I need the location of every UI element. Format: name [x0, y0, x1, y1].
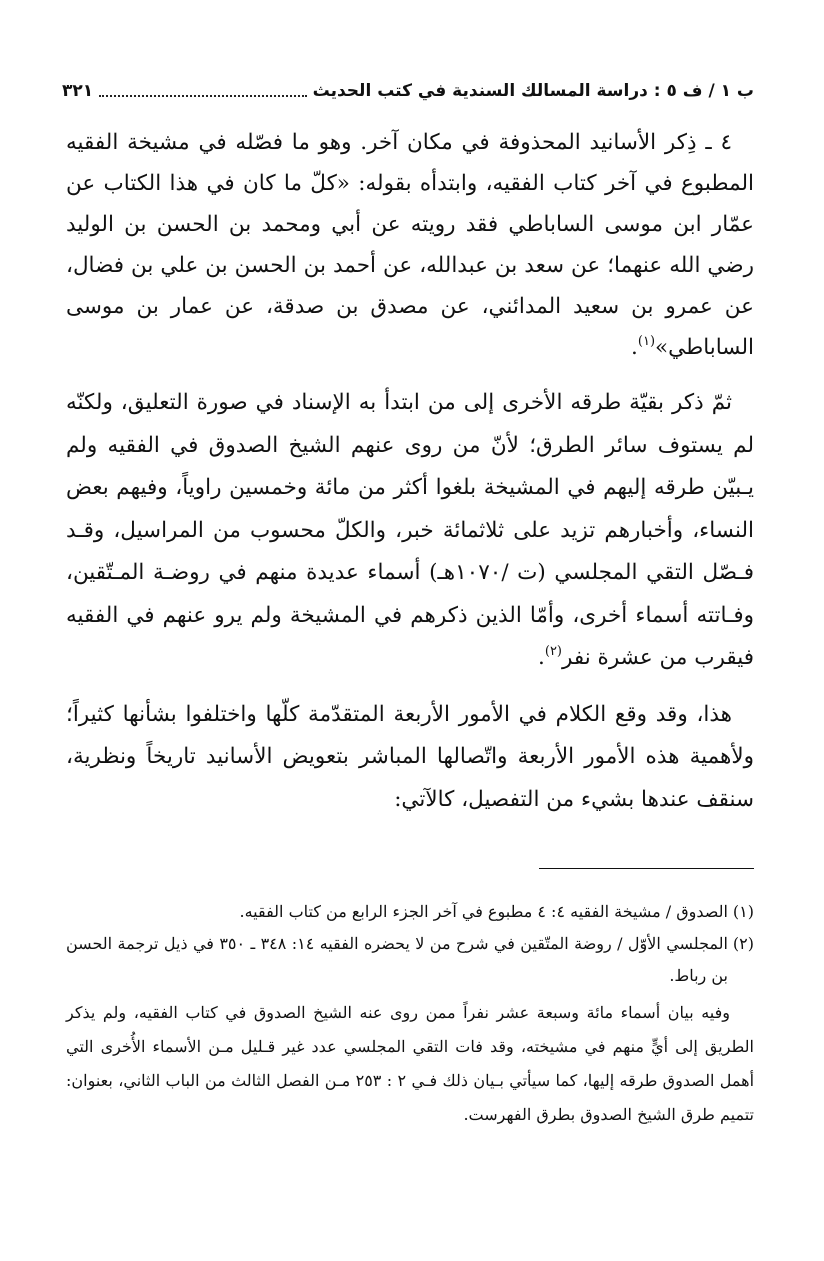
- paragraph-3: هذا، وقد وقع الكلام في الأمور الأربعة المتقدّمة كلّها واختلفوا بشأنها كثيراً؛ ولأهمية هذه الأمور الأربعة واتّصالها المباشر بتعويض الأسانيد تاريخاً ونظرية، سنقف عندها بشيء من التفصيل، كالآتي:: [66, 701, 754, 812]
- header-dot-leader: [99, 95, 306, 97]
- footnote-2-number: (٢): [732, 934, 755, 953]
- footnote-ref-1: (١): [637, 334, 656, 349]
- running-header: [62, 76, 754, 106]
- footnote-1-number: (١): [732, 902, 754, 921]
- footnote-separator: [539, 868, 754, 869]
- footnotes: [66, 896, 754, 1132]
- footnote-2-text: المجلسي الأوّل / روضة المتّقين في شرح من لا يحضره الفقيه ١٤: ٣٤٨ ـ ٣٥٠ في ذيل ترجمة الحسن بن رباط.: [66, 934, 729, 985]
- footnote-ref-2: (٢): [544, 644, 562, 659]
- paragraph-2-text: ثمّ ذكر بقيّة طرقه الأخرى إلى من ابتدأ به الإسناد في صورة التعليق، ولكنّه لم يستوف سائر الطرق؛ لأنّ من روى عنهم الشيخ الصدوق في الفقيه ولم يـبيّن طرقه إليهم في المشيخة بلغوا أكثر من مائة وخمسين راوياً، وفيهم بعض النساء، وأخبارهم تزيد على ثلاثمائة خبر، والكلّ محسوب من المراسيل، وقـد فـصّل التقي المجلسي (ت /١٠٧٠هـ) أسماء عديدة منهم في روضـة المـتّقين، وفـاتته أسماء أخرى، وأمّا الذين ذكرهم في المشيخة ولم يرو عنهم في الفقيه فيقرب من عشرة نفر: [66, 390, 754, 670]
- footnote-1-text: الصدوق / مشيخة الفقيه ٤: ٤ مطبوع في آخر الجزء الرابع من كتاب الفقيه.: [239, 902, 728, 921]
- footnote-2-continuation: وفيه بيان أسماء مائة وسبعة عشر نفراً ممن روى عنه الشيخ الصدوق في كتاب الفقيه، ولم يذكر الطريق إلى أيٍّ منهم في مشيخته، وقد فات التقي المجلسي عدد غير قـليل مـن الأسماء الأُخرى التي أهمل الصدوق طرقه إليها، كما سيأتي بـيان ذلك فـي ٢ : ٢٥٣ مـن الفصل الثالث من الباب الثاني، بعنوان: تتميم طرق الشيخ الصدوق بطرق الفهرست.: [66, 1003, 755, 1124]
- paragraph-2-end: .: [538, 645, 545, 670]
- header-title: ب ١ / ف ٥ : دراسة المسالك السندية في كتب الحديث: [312, 81, 754, 101]
- paragraph-1-end: .: [631, 335, 638, 360]
- page-number: ٣٢١: [62, 81, 94, 101]
- paragraph-1-text: ٤ ـ ذِكر الأسانيد المحذوفة في مكان آخر. وهو ما فصّله في مشيخة الفقيه المطبوع في آخر كتاب الفقيه، وابتدأه بقوله: «كلّ ما كان في هذا الكتاب عن عمّار ابن موسى الساباطي فقد رويته عن أبي ومحمد بن الحسن بن الوليد رضي الله عنهما؛ عن سعد بن عبدالله، عن أحمد بن الحسن بن علي بن فضال، عن عمرو بن سعيد المدائني، عن مصدق بن صدقة، عن عمار بن موسى الساباطي»: [66, 130, 754, 360]
- paragraph-1: [66, 122, 754, 368]
- main-text: [66, 122, 754, 821]
- footnote-2: [66, 928, 754, 992]
- paragraph-2: [66, 382, 754, 680]
- footnote-1: [66, 896, 754, 928]
